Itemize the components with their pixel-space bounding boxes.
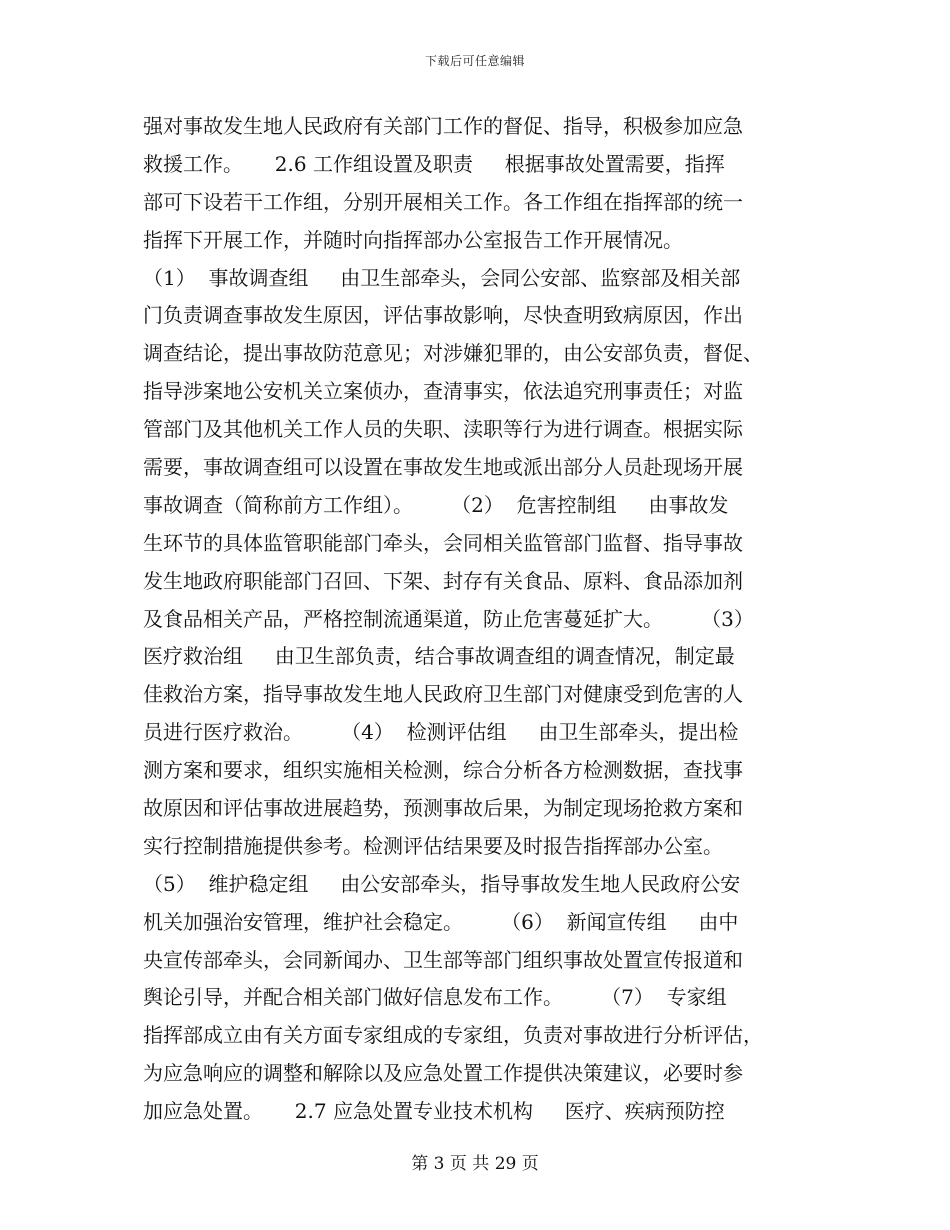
text-line: 强对事故发生地人民政府有关部门工作的督促、指导，积极参加应急 [143,114,743,138]
text-line: 实行控制措施提供参考。检测评估结果要及时报告指挥部办公室。 [143,833,723,858]
text-line: （5） 维护稳定组 由公安部牵头，指导事故发生地人民政府公安 [143,871,741,896]
text-line: 生环节的具体监管职能部门牵头，会同相关监管部门监督、指导事故 [143,530,743,555]
text-line: 故原因和评估事故进展趋势，预测事故后果，为制定现场抢救方案和 [143,796,743,821]
text-line: 指导涉案地公安机关立案侦办，查清事实，依法追究刑事责任；对监 [143,379,743,404]
document-body [143,108,803,1131]
text-line: 机关加强治安管理，维护社会稳定。 （6） 新闻宣传组 由中 [143,909,739,934]
text-line: 发生地政府职能部门召回、下架、封存有关食品、原料、食品添加剂 [143,568,743,593]
text-line: 救援工作。 2.6 工作组设置及职责 根据事故处置需要，指挥 [143,151,725,176]
text-line: 需要，事故调查组可以设置在事故发生地或派出部分人员赴现场开展 [143,455,743,480]
page-number: 第 3 页 共 29 页 [411,1154,539,1174]
text-line: 事故调查（简称前方工作组）。 （2） 危害控制组 由事故发 [143,492,729,517]
page-header: 下载后可任意编辑 [424,54,525,68]
text-line: 指挥部成立由有关方面专家组成的专家组，负责对事故进行分析评估， [143,1023,763,1048]
text-line: 部可下设若干工作组，分别开展相关工作。各工作组在指挥部的统一 [143,189,743,214]
text-line: 管部门及其他机关工作人员的失职、渎职等行为进行调查。根据实际 [143,417,743,442]
text-line: 央宣传部牵头，会同新闻办、卫生部等部门组织事故处置宣传报道和 [143,947,743,972]
text-line: 加应急处置。 2.7 应急处置专业技术机构 医疗、疾病预防控 [143,1099,725,1124]
text-line: 测方案和要求，组织实施相关检测，综合分析各方检测数据，查找事 [143,758,743,783]
text-line: 佳救治方案，指导事故发生地人民政府卫生部门对健康受到危害的人 [143,682,743,707]
text-line: 员进行医疗救治。 （4） 检测评估组 由卫生部牵头，提出检 [143,720,739,745]
text-line: 指挥下开展工作，并随时向指挥部办公室报告工作开展情况。 [143,227,683,252]
text-line: 及食品相关产品，严格控制流通渠道，防止危害蔓延扩大。 （3） [143,606,754,631]
text-line: 舆论引导，并配合相关部门做好信息发布工作。 （7） 专家组 [143,985,727,1010]
text-line: 医疗救治组 由卫生部负责，结合事故调查组的调查情况，制定最 [143,644,735,669]
text-line: 为应急响应的调整和解除以及应急处置工作提供决策建议，必要时参 [143,1061,743,1086]
text-line: 调查结论，提出事故防范意见；对涉嫌犯罪的，由公安部负责，督促、 [143,341,763,366]
text-line: （1） 事故调查组 由卫生部牵头，会同公安部、监察部及相关部 [143,265,741,290]
text-line: 门负责调查事故发生原因，评估事故影响，尽快查明致病原因，作出 [143,303,743,328]
